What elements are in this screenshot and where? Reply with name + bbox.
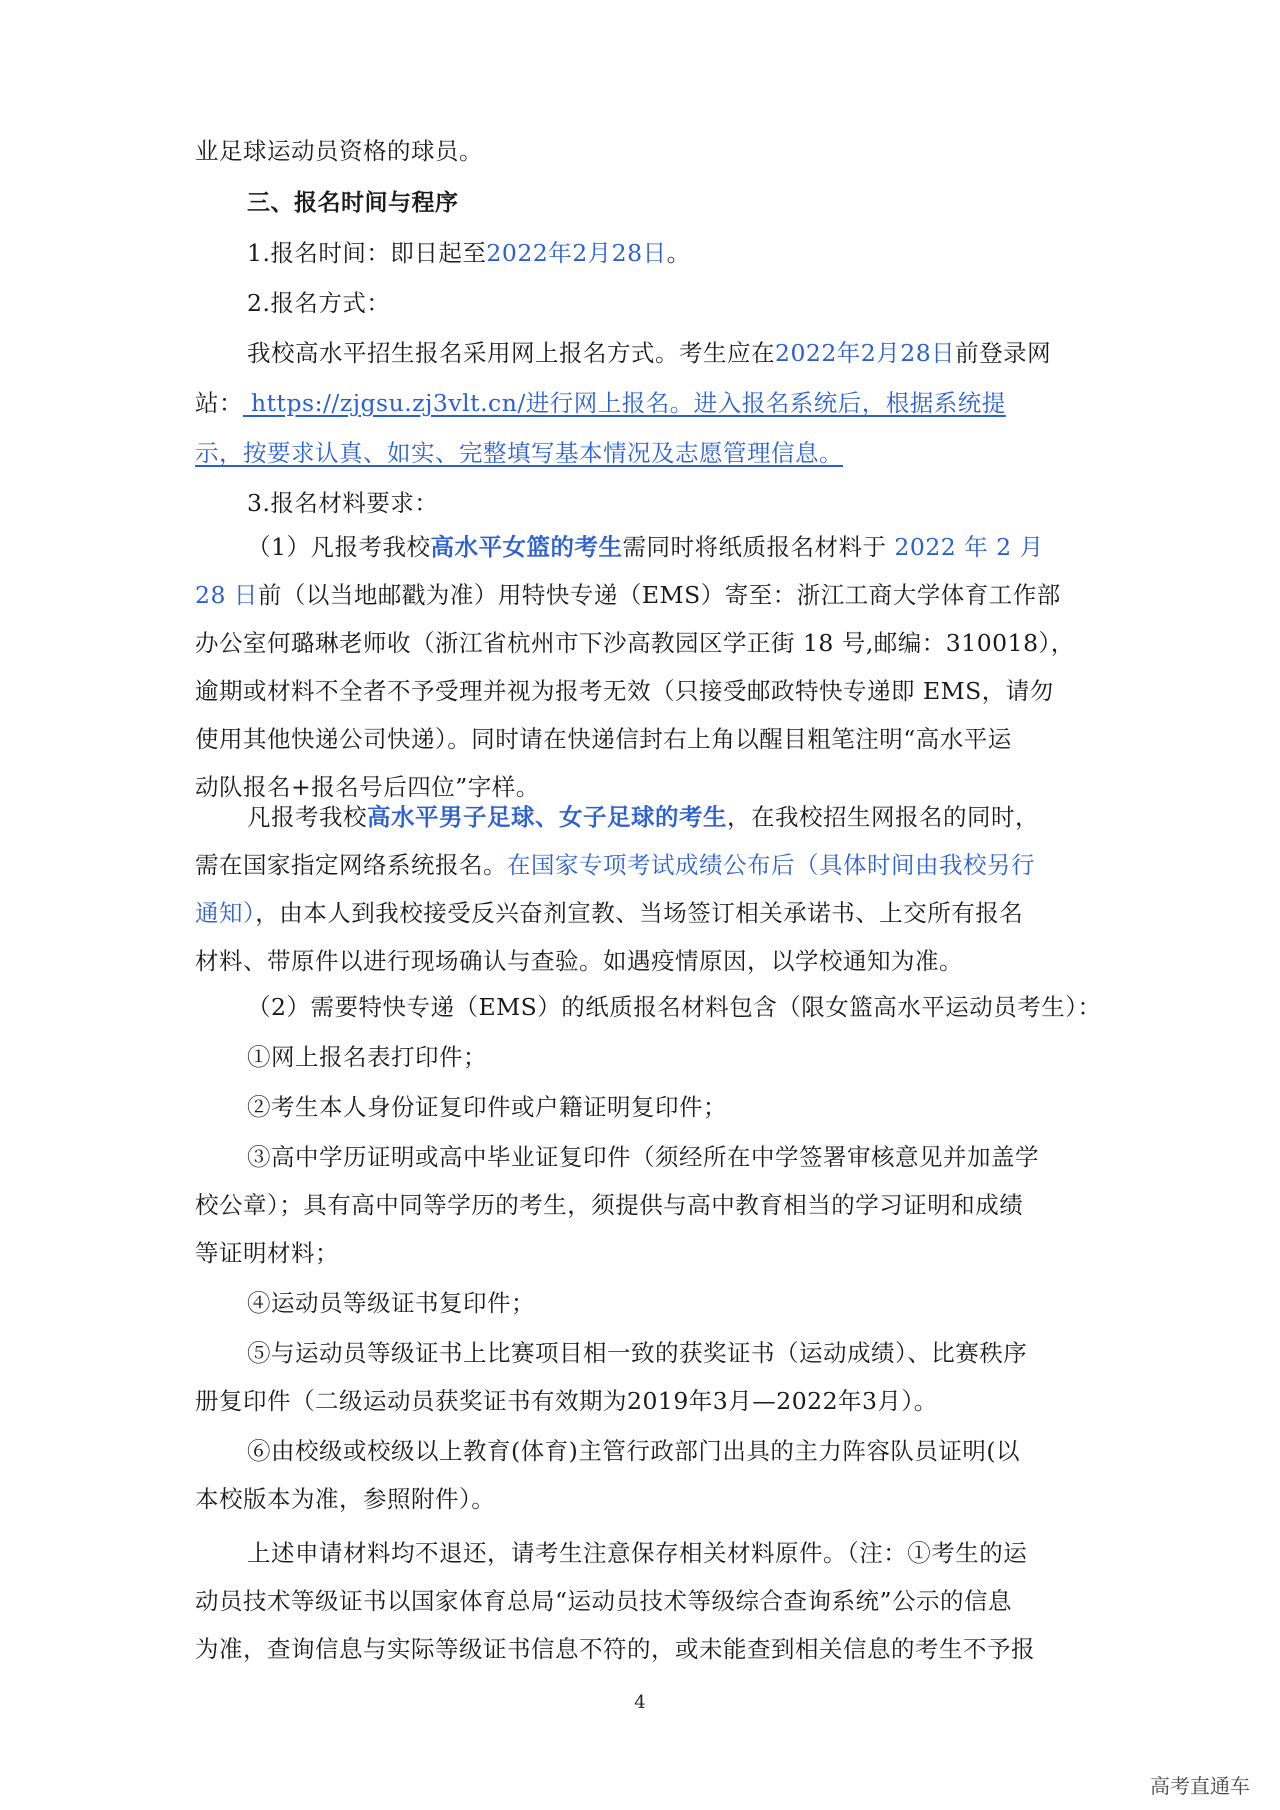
- paragraph-line: [247, 286, 390, 320]
- text: 我校高水平招生报名采用网上报名方式。考生应在: [247, 339, 775, 367]
- registration-link-continued[interactable]: 示，按要求认真、如实、完整填写基本情况及志愿管理信息。: [195, 439, 843, 467]
- highlight-text: 高水平女篮的考生: [430, 533, 623, 561]
- list-item: [247, 1140, 1039, 1174]
- text: 材料、带原件以进行现场确认与查验。如遇疫情原因，以学校通知为准。: [195, 947, 963, 975]
- text: 使用其他快递公司快递）。同时请在快递信封右上角以醒目粗笔注明“高水平运: [195, 725, 1012, 753]
- list-item: [247, 1286, 535, 1320]
- registration-link[interactable]: https://zjgsu.zj3vlt.cn/进行网上报名。进入报名系统后，根据系统提: [243, 389, 1006, 417]
- paragraph-line: [195, 848, 1035, 882]
- highlight-text: 高水平男子足球、女子足球的考生: [367, 803, 727, 831]
- text: 。: [666, 239, 691, 267]
- text: 凡报考我校: [247, 803, 367, 831]
- paragraph-line: [195, 896, 1023, 930]
- paragraph-line: [195, 1584, 1012, 1618]
- text: 册复印件（二级运动员获奖证书有效期为2019年3月—2022年3月）。: [195, 1387, 938, 1415]
- heading-text: 三、报名时间与程序: [247, 190, 459, 216]
- watermark: 高考直通车: [1150, 1774, 1250, 1798]
- highlight-text: 在国家专项考试成绩公布后（具体时间由我校另行: [507, 851, 1035, 879]
- text: ①网上报名表打印件；: [247, 1043, 487, 1071]
- text: ②考生本人身份证复印件或户籍证明复印件；: [247, 1093, 727, 1121]
- text: ，由本人到我校接受反兴奋剂宣教、当场签订相关承诺书、上交所有报名: [255, 899, 1024, 927]
- paragraph-line: [195, 944, 963, 978]
- text: ③高中学历证明或高中毕业证复印件（须经所在中学签署审核意见并加盖学: [247, 1143, 1039, 1171]
- paragraph-line: [195, 134, 483, 168]
- paragraph-line: [195, 1632, 1035, 1666]
- paragraph-line: [195, 436, 843, 470]
- text: 前登录网: [955, 339, 1052, 367]
- text: 3.报名材料要求：: [247, 489, 439, 517]
- text: 需在国家指定网络系统报名。: [195, 851, 507, 879]
- paragraph-line: [195, 722, 1012, 756]
- text: 动队报名+报名号后四位”字样。: [195, 773, 540, 801]
- highlight-date: 2022 年 2 月: [886, 533, 1044, 561]
- text: 等证明材料；: [195, 1239, 339, 1267]
- text: 业足球运动员资格的球员。: [195, 137, 483, 165]
- section-heading: [247, 186, 459, 220]
- highlight-text: 通知）: [195, 899, 256, 927]
- paragraph-line: [247, 800, 1039, 834]
- text: ，在我校招生网报名的同时，: [727, 803, 1039, 831]
- paragraph-line: [195, 1482, 495, 1516]
- paragraph-line: [247, 336, 1051, 370]
- paragraph-line: [247, 236, 691, 270]
- paragraph-line: [247, 530, 1044, 564]
- page-number: 4: [634, 1692, 646, 1713]
- text: （1）凡报考我校: [247, 533, 431, 561]
- list-item: [247, 1090, 727, 1124]
- text: ④运动员等级证书复印件；: [247, 1289, 535, 1317]
- text: 本校版本为准，参照附件）。: [195, 1485, 496, 1513]
- text: 前（以当地邮戳为准）用特快专递（EMS）寄至：浙江工商大学体育工作部: [257, 581, 1061, 609]
- text: ⑤与运动员等级证书上比赛项目相一致的获奖证书（运动成绩）、比赛秩序: [247, 1339, 1028, 1367]
- paragraph-line: [247, 990, 1102, 1024]
- text: 站：: [195, 389, 243, 417]
- list-item: [247, 1434, 1020, 1468]
- highlight-date: 2022年2月28日: [486, 239, 667, 267]
- text: 2.报名方式：: [247, 289, 391, 317]
- text: 为准，查询信息与实际等级证书信息不符的，或未能查到相关信息的考生不予报: [195, 1635, 1035, 1663]
- text: ⑥由校级或校级以上教育(体育)主管行政部门出具的主力阵容队员证明(以: [247, 1437, 1021, 1465]
- paragraph-line: [195, 1384, 938, 1418]
- paragraph-line: [195, 386, 1006, 420]
- paragraph-line: [247, 486, 438, 520]
- paragraph-line: [195, 626, 1075, 660]
- list-item: [247, 1040, 487, 1074]
- paragraph-line: [195, 1236, 339, 1270]
- text: 1.报名时间：即日起至: [247, 239, 487, 267]
- paragraph-line: [195, 674, 1054, 708]
- text: 办公室何璐琳老师收（浙江省杭州市下沙高教园区学正街 18 号,邮编：310018），: [195, 629, 1075, 657]
- text: 需同时将纸质报名材料于: [622, 533, 887, 561]
- text: 逾期或材料不全者不予受理并视为报考无效（只接受邮政特快专递即 EMS，请勿: [195, 677, 1054, 705]
- highlight-date: 2022年2月28日: [775, 339, 956, 367]
- text: 动员技术等级证书以国家体育总局“运动员技术等级综合查询系统”公示的信息: [195, 1587, 1013, 1615]
- paragraph-line: [247, 1536, 1027, 1570]
- list-item: [247, 1336, 1027, 1370]
- paragraph-line: [195, 770, 540, 804]
- text: 上述申请材料均不退还，请考生注意保存相关材料原件。（注：①考生的运: [247, 1539, 1028, 1567]
- text: （2）需要特快专递（EMS）的纸质报名材料包含（限女篮高水平运动员考生）：: [247, 993, 1102, 1021]
- paragraph-line: [195, 1188, 1023, 1222]
- highlight-date: 28 日: [195, 581, 258, 609]
- paragraph-line: [195, 578, 1061, 612]
- text: 校公章）；具有高中同等学历的考生，须提供与高中教育相当的学习证明和成绩: [195, 1191, 1024, 1219]
